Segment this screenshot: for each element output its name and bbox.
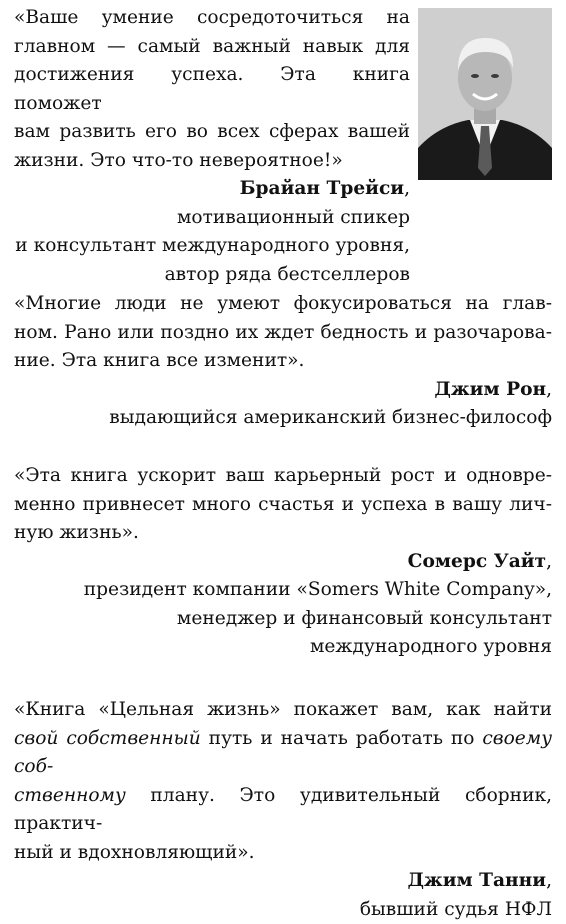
quote-block-rohn bbox=[14, 290, 552, 433]
quote-line: вам развить его во всех сферах вашей bbox=[14, 118, 410, 147]
author-suffix: , bbox=[546, 379, 552, 400]
quote-text bbox=[14, 4, 410, 175]
quote-line: ную жизнь». bbox=[14, 519, 552, 548]
author-suffix: , bbox=[546, 870, 552, 891]
quote-italic-fragment: ственному bbox=[14, 785, 126, 806]
quote-italic-fragment: свой собственный bbox=[14, 728, 201, 749]
quote-line: «Книга «Цельная жизнь» покажет вам, как найти bbox=[14, 696, 552, 725]
author-suffix: , bbox=[546, 551, 552, 572]
quote-block-white bbox=[14, 462, 552, 662]
author-role: президент компании «Somers White Company», bbox=[14, 576, 552, 605]
quote-text bbox=[14, 290, 552, 376]
quote-fragment: плану. Это удивительный сборник, практич- bbox=[14, 785, 552, 835]
quote-line: ние. Эта книга все изменит». bbox=[14, 347, 552, 376]
author-role: мотивационный спикер bbox=[14, 204, 410, 233]
author-name: Сомерс Уайт bbox=[408, 551, 546, 572]
quote-line: «Эта книга ускорит ваш карьерный рост и одновре- bbox=[14, 462, 552, 491]
author-role: международного уровня bbox=[14, 633, 552, 662]
quote-line: главном — самый важный навык для bbox=[14, 33, 410, 62]
attribution bbox=[14, 867, 552, 924]
quote-line: «Многие люди не умеют фокусироваться на глав- bbox=[14, 290, 552, 319]
author-role: выдающийся американский бизнес-философ bbox=[14, 404, 552, 433]
author-line bbox=[14, 867, 552, 896]
attribution bbox=[14, 548, 552, 662]
quote-line: достижения успеха. Эта книга поможет bbox=[14, 61, 410, 118]
author-role: автор ряда бестселлеров bbox=[14, 261, 410, 290]
author-line bbox=[14, 548, 552, 577]
quote-line bbox=[14, 782, 552, 839]
quote-line: жизни. Это что-то невероятное!» bbox=[14, 147, 410, 176]
attribution bbox=[14, 175, 410, 289]
quote-block-tunney bbox=[14, 696, 552, 924]
quote-line bbox=[14, 725, 552, 782]
quote-text bbox=[14, 462, 552, 548]
author-role: менеджер и финансовый консультант bbox=[14, 605, 552, 634]
quote-line: менно привнесет много счастья и успеха в вашу лич- bbox=[14, 491, 552, 520]
author-name: Джим Рон bbox=[434, 379, 546, 400]
author-portrait-photo bbox=[418, 8, 552, 180]
author-line bbox=[14, 376, 552, 405]
quote-italic-fragment: своему соб- bbox=[14, 728, 552, 778]
quote-line: ный и вдохновляющий». bbox=[14, 839, 552, 868]
author-suffix: , bbox=[404, 178, 410, 199]
author-name: Брайан Трейси bbox=[240, 178, 404, 199]
author-role: бывший судья НФЛ bbox=[14, 896, 552, 924]
quote-line: «Ваше умение сосредоточиться на bbox=[14, 4, 410, 33]
quote-line: ном. Рано или поздно их ждет бедность и разочарова- bbox=[14, 319, 552, 348]
author-name: Джим Танни bbox=[407, 870, 546, 891]
quote-text bbox=[14, 696, 552, 867]
author-role: и консультант международного уровня, bbox=[14, 232, 410, 261]
quote-fragment: путь и начать работать по bbox=[201, 728, 483, 749]
author-line bbox=[14, 175, 410, 204]
portrait-illustration bbox=[418, 8, 552, 180]
attribution bbox=[14, 376, 552, 433]
